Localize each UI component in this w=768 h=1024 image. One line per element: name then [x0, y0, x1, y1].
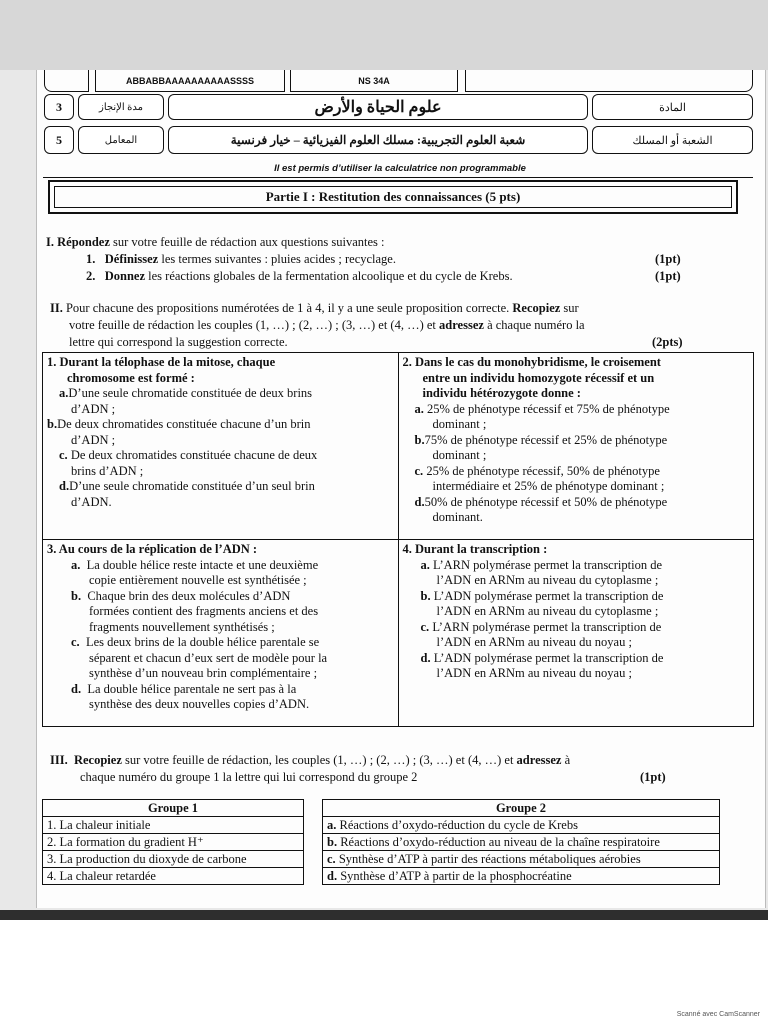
duration-value: 3	[44, 94, 74, 120]
question-2-title-cont: entre un individu homozygote récessif et un	[422, 370, 655, 385]
stream-title: شعبة العلوم التجريبية: مسلك العلوم الفيزيائية – خيار فرنسية	[168, 126, 588, 154]
group-2-row: a. Réactions d’oxydo-réduction du cycle de Krebs	[323, 817, 720, 834]
group-2-table	[322, 799, 720, 885]
question-4-title: 4. Durant la transcription :	[402, 542, 548, 556]
subject-label: المادة	[592, 94, 753, 120]
camscanner-watermark: Scanné avec CamScanner	[676, 1011, 760, 1018]
section2-line-2: votre feuille de rédaction les couples (1, …) ; (2, …) ; (3, …) et (4, …) et adressez à chaque numéro la	[69, 318, 585, 332]
q4-option-b: b. L’ADN polymérase permet la transcription de	[420, 588, 664, 603]
q4-option-c: c. L’ARN polymérase permet la transcription de	[420, 619, 662, 634]
question-2-title: 2. Dans le cas du monohybridisme, le croisement	[402, 355, 661, 369]
question-1-title: 1. Durant la télophase de la mitose, chaque	[47, 355, 276, 369]
section3-line-2: chaque numéro du groupe 1 la lettre qui lui correspond du groupe 2	[80, 770, 418, 784]
q1-option-b: b.De deux chromatides constituée chacune d’un brin	[47, 417, 311, 431]
session-code-box	[290, 70, 458, 92]
part-title-box	[48, 180, 738, 214]
question-4-cell	[398, 540, 754, 727]
subject-title: علوم الحياة والأرض	[168, 94, 588, 120]
q1-option-a: a.D’une seule chromatide constituée de deux brins	[59, 386, 313, 400]
page-bottom-edge	[0, 910, 768, 920]
section1-item-2-points: (1pt)	[655, 269, 681, 283]
section2-points: (2pts)	[652, 335, 683, 349]
q3-option-b-cont: formées contient des fragments anciens et des	[89, 604, 319, 618]
calculator-note: Il est permis d’utiliser la calculatrice non programmable	[274, 163, 526, 174]
header-corner-right	[465, 70, 753, 92]
question-3-title: 3. Au cours de la réplication de l’ADN :	[47, 542, 258, 556]
question-1-cell	[43, 353, 399, 540]
question-2-cell	[398, 353, 754, 540]
q3-option-a-cont: copie entièrement nouvelle est synthétisée ;	[89, 573, 307, 587]
scan-top-background	[0, 0, 768, 70]
exam-code-box	[95, 70, 285, 92]
q3-option-b: b. Chaque brin des deux molécules d’ADN	[71, 588, 291, 603]
q3-option-c-cont2: synthèse d’un nouveau brin complémentaire ;	[89, 666, 318, 680]
q2-option-d: d.50% de phénotype récessif et 50% de phénotype	[414, 494, 668, 509]
group-2-title: Groupe 2	[323, 800, 720, 817]
q1-option-a-cont: d’ADN ;	[71, 401, 116, 416]
q3-option-c: c. Les deux brins de la double hélice parentale se	[71, 635, 320, 649]
q2-option-c-cont: intermédiaire et 25% de phénotype dominant ;	[432, 479, 665, 493]
q1-option-b-cont: d’ADN ;	[71, 432, 116, 447]
group-1-title: Groupe 1	[43, 800, 304, 817]
q3-option-c-cont: séparent et chacun d’eux sert de modèle pour la	[89, 650, 328, 665]
group-1-row: 4. La chaleur retardée	[43, 868, 304, 885]
question-2-title-cont2: individu hétérozygote donne :	[422, 386, 581, 400]
q3-option-a: a. La double hélice reste intacte et une deuxième	[71, 557, 319, 572]
q4-option-c-cont: l’ADN en ARNm au niveau du noyau ;	[436, 635, 632, 649]
group-1-row: 2. La formation du gradient H⁺	[43, 834, 304, 851]
group-2-row: c. Synthèse d’ATP à partir des réactions métaboliques aérobies	[323, 851, 720, 868]
section3-points: (1pt)	[640, 770, 666, 784]
group-2-row: d. Synthèse d’ATP à partir de la phosphocréatine	[323, 868, 720, 885]
group-1-row: 1. La chaleur initiale	[43, 817, 304, 834]
q4-option-b-cont: l’ADN en ARNm au niveau du cytoplasme ;	[436, 604, 659, 618]
mcq-table	[42, 352, 754, 727]
section2-line-1: II. Pour chacune des propositions numérotées de 1 à 4, il y a une seule proposition correcte. Recopiez sur	[50, 301, 579, 315]
exam-code-right: NS 34A	[358, 75, 390, 86]
group-1-row: 3. La production du dioxyde de carbone	[43, 851, 304, 868]
q2-option-b-cont: dominant ;	[432, 448, 487, 462]
q1-option-c-cont: brins d’ADN ;	[71, 463, 144, 478]
q1-option-c: c. De deux chromatides constituée chacune de deux	[59, 448, 318, 462]
q2-option-b: b.75% de phénotype récessif et 25% de phénotype	[414, 432, 668, 447]
section1-item-2: 2. Donnez les réactions globales de la fermentation alcoolique et du cycle de Krebs.	[86, 269, 513, 283]
q4-option-a-cont: l’ADN en ARNm au niveau du cytoplasme ;	[436, 573, 659, 587]
q4-option-d-cont: l’ADN en ARNm au niveau du noyau ;	[436, 666, 632, 680]
stream-label: الشعبة أو المسلك	[592, 126, 753, 154]
q2-option-a: a. 25% de phénotype récessif et 75% de phénotype	[414, 401, 670, 416]
coefficient-value: 5	[44, 126, 74, 154]
q3-option-d: d. La double hélice parentale ne sert pas à la	[71, 681, 297, 696]
section1-lead: I. Répondez sur votre feuille de rédaction aux questions suivantes :	[46, 235, 385, 249]
q2-option-a-cont: dominant ;	[432, 417, 487, 431]
section2-line-3: lettre qui correspond la suggestion correcte.	[69, 335, 288, 349]
q1-option-d: d.D’une seule chromatide constituée d’un seul brin	[59, 479, 315, 493]
section1-item-1-points: (1pt)	[655, 252, 681, 266]
header-corner-left	[44, 70, 89, 92]
scan-bottom-area	[0, 920, 768, 1024]
question-3-cell	[43, 540, 399, 727]
q2-option-d-cont: dominant.	[432, 510, 483, 524]
part-title: Partie I : Restitution des connaissances (5 pts)	[265, 189, 521, 204]
q4-option-a: a. L’ARN polymérase permet la transcription de	[420, 557, 662, 572]
section1-item-1: 1. Définissez les termes suivantes : pluies acides ; recyclage.	[86, 252, 396, 266]
q3-option-d-cont: synthèse des deux nouvelles copies d’ADN.	[89, 697, 310, 711]
header-divider	[43, 177, 753, 178]
q3-option-b-cont2: fragments nouvellement synthétisés ;	[89, 619, 275, 634]
group-1-table	[42, 799, 304, 885]
duration-label: مدة الإنجاز	[78, 94, 164, 120]
group-2-row: b. Réactions d’oxydo-réduction au niveau de la chaîne respiratoire	[323, 834, 720, 851]
q4-option-d: d. L’ADN polymérase permet la transcription de	[420, 650, 664, 665]
q2-option-c: c. 25% de phénotype récessif, 50% de phénotype	[414, 463, 660, 478]
question-1-title-cont: chromosome est formé :	[67, 370, 195, 385]
section3-line-1: III. Recopiez sur votre feuille de rédaction, les couples (1, …) ; (2, …) ; (3, …) et (4, …) et adressez à	[50, 753, 571, 767]
exam-code-left: ABBABBAAAAAAAAAASSSS	[125, 75, 254, 86]
q1-option-d-cont: d’ADN.	[71, 494, 112, 509]
coefficient-label: المعامل	[78, 126, 164, 154]
